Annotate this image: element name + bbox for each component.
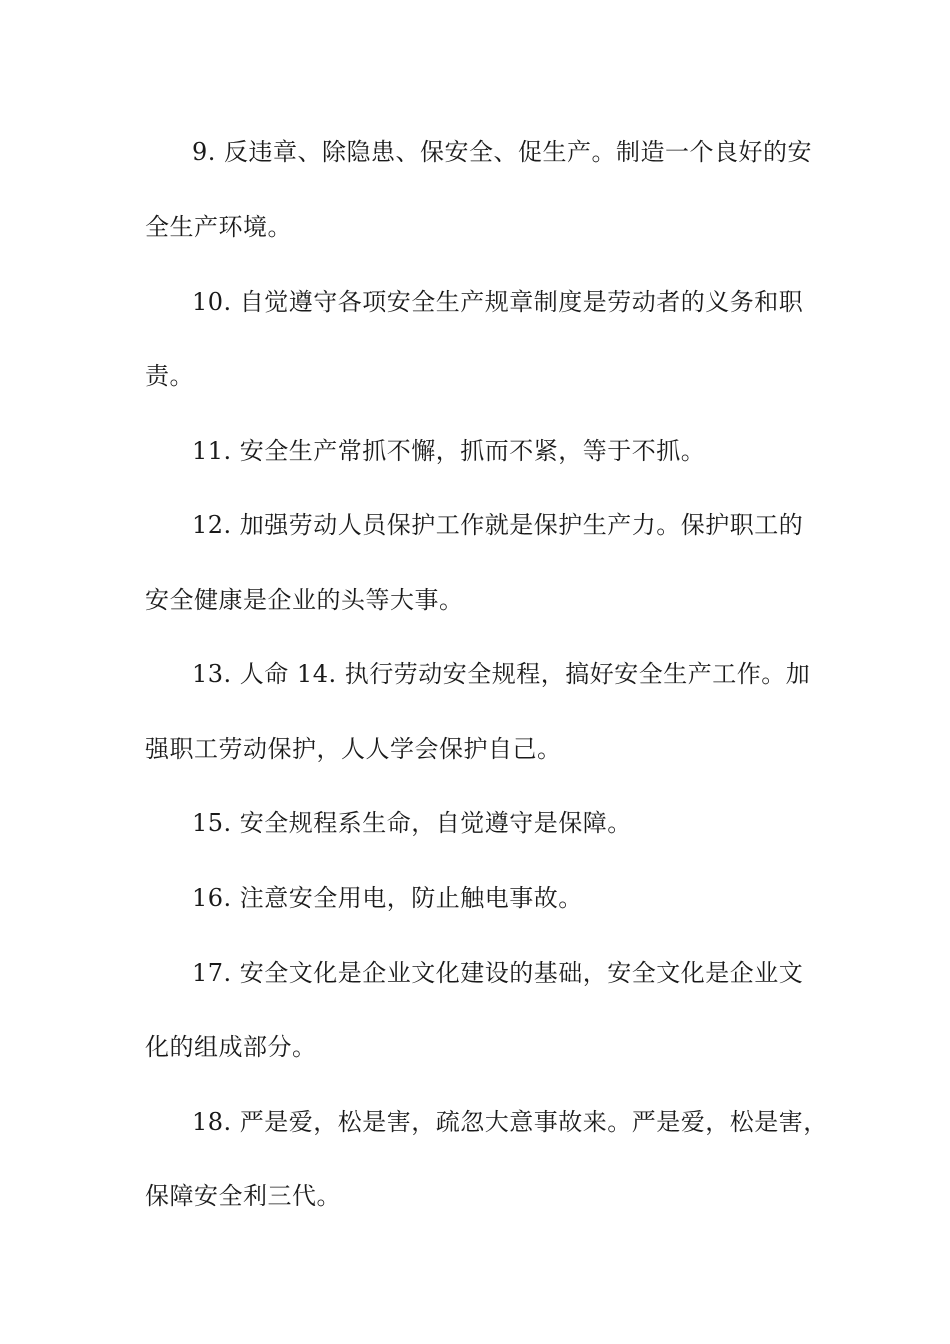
item-15-line-1: 15. 安全规程系生命，自觉遵守是保障。 (192, 809, 632, 837)
item-13-line-2: 强职工劳动保护，人人学会保护自己。 (145, 735, 562, 763)
item-18-line-2: 保障安全利三代。 (145, 1182, 341, 1210)
item-12-line-1: 12. 加强劳动人员保护工作就是保护生产力。保护职工的 (192, 511, 804, 539)
item-17-line-1: 17. 安全文化是企业文化建设的基础，安全文化是企业文 (192, 959, 804, 987)
item-9-line-1: 9. 反违章、除隐患、保安全、促生产。制造一个良好的安 (192, 138, 813, 166)
item-13-line-1: 13. 人命 14. 执行劳动安全规程，搞好安全生产工作。加 (192, 660, 811, 688)
item-10-line-2: 责。 (145, 362, 194, 390)
item-9-line-2: 全生产环境。 (145, 213, 292, 241)
item-12-line-2: 安全健康是企业的头等大事。 (145, 586, 464, 614)
item-11-line-1: 11. 安全生产常抓不懈，抓而不紧，等于不抓。 (192, 437, 706, 465)
item-10-line-1: 10. 自觉遵守各项安全生产规章制度是劳动者的义务和职 (192, 288, 804, 316)
item-17-line-2: 化的组成部分。 (145, 1033, 317, 1061)
item-18-line-1: 18. 严是爱，松是害，疏忽大意事故来。严是爱，松是害， (192, 1108, 828, 1136)
item-16-line-1: 16. 注意安全用电，防止触电事故。 (192, 884, 583, 912)
